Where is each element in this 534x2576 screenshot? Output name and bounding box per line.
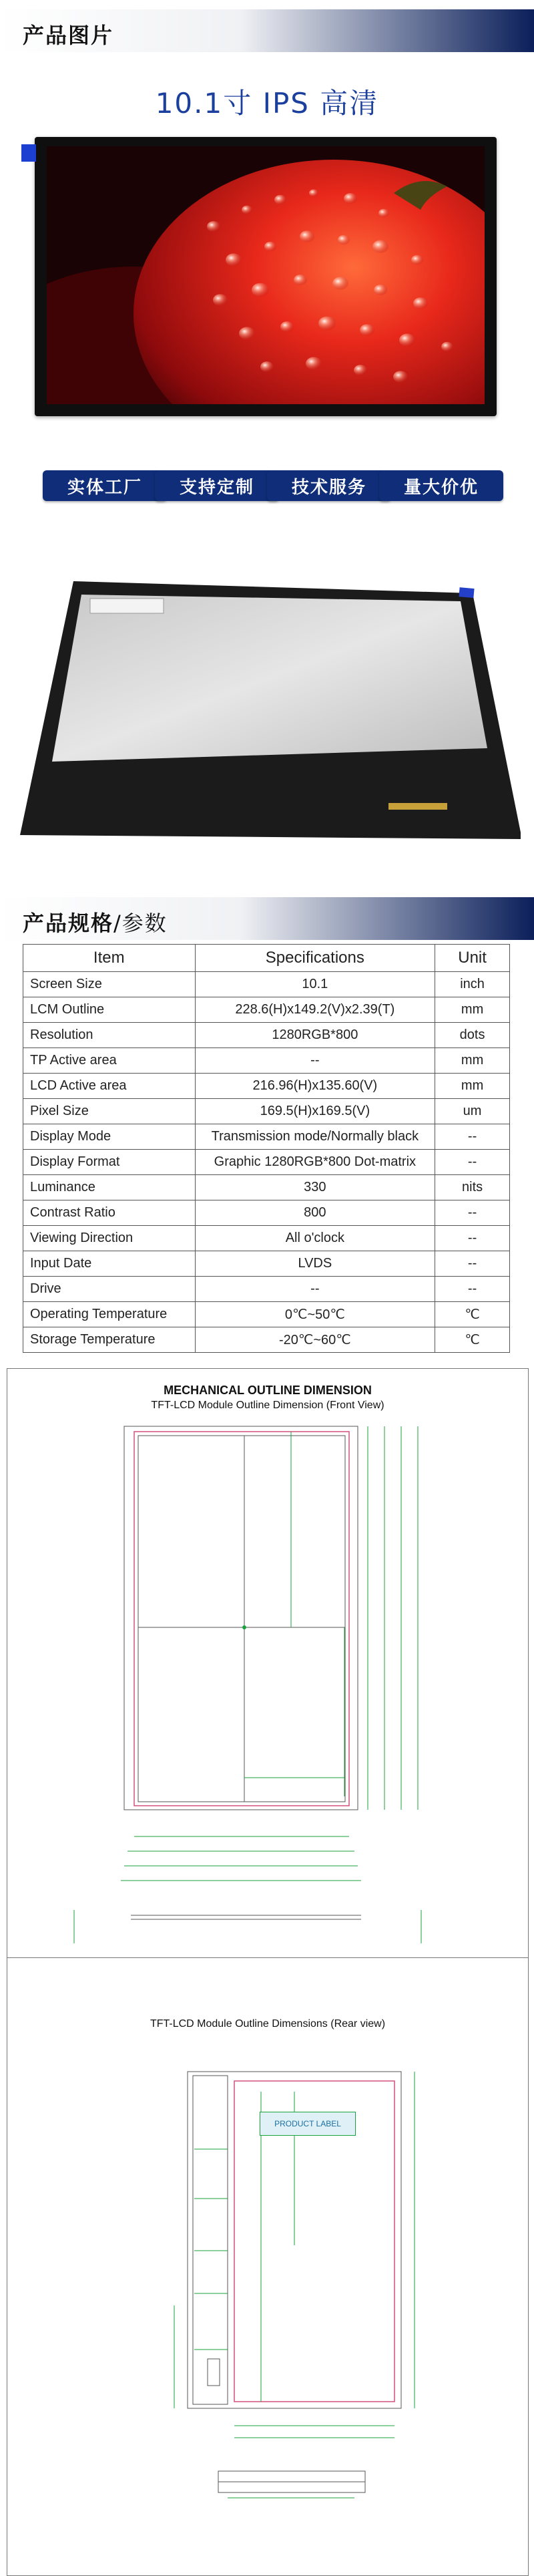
feature-pill-factory: 实体工厂 — [43, 470, 167, 501]
spec-unit-cell: nits — [435, 1175, 510, 1200]
feature-pill-price: 量大价优 — [379, 470, 503, 501]
spec-value-cell: 169.5(H)x169.5(V) — [195, 1099, 435, 1124]
drawing-rear-subheading: TFT-LCD Module Outline Dimensions (Rear view) — [150, 2018, 386, 2030]
table-row — [23, 1074, 510, 1099]
table-row — [23, 1124, 510, 1150]
table-row — [23, 1150, 510, 1175]
product-title: 10.1寸 IPS 高清 — [155, 87, 379, 120]
spec-value-cell: 10.1 — [195, 972, 435, 997]
section-header-product-images — [0, 9, 534, 52]
rear-view-drawing — [7, 1958, 528, 2575]
spec-value-cell: 0℃~50℃ — [195, 1302, 435, 1327]
spec-value-cell: 330 — [195, 1175, 435, 1200]
table-row — [23, 1099, 510, 1124]
spec-unit-cell: mm — [435, 997, 510, 1023]
lcd-screen-photo — [35, 137, 497, 416]
tomato-image — [47, 146, 485, 404]
header-unit: Unit — [435, 945, 510, 972]
table-row — [23, 1277, 510, 1302]
spec-value-cell: All o'clock — [195, 1226, 435, 1251]
header-item: Item — [23, 945, 196, 972]
spec-value-cell: -- — [195, 1277, 435, 1302]
spec-item-cell: Input Date — [23, 1251, 196, 1277]
table-row — [23, 1226, 510, 1251]
spec-item-cell: Resolution — [23, 1023, 196, 1048]
spec-item-cell: LCM Outline — [23, 997, 196, 1023]
spec-value-cell: 800 — [195, 1200, 435, 1226]
spec-unit-cell: mm — [435, 1048, 510, 1074]
section-title: 产品图片 — [23, 23, 114, 48]
spec-unit-cell: mm — [435, 1074, 510, 1099]
spec-unit-cell: inch — [435, 972, 510, 997]
mechanical-drawing-front — [7, 1368, 529, 1959]
spec-item-cell: LCD Active area — [23, 1074, 196, 1099]
protective-film-tab — [21, 144, 36, 162]
lcd-panel-angle-photo — [20, 575, 521, 848]
specs-title-main: 产品规格 — [23, 911, 114, 936]
spec-unit-cell: dots — [435, 1023, 510, 1048]
header-specifications: Specifications — [195, 945, 435, 972]
table-row — [23, 1251, 510, 1277]
spec-unit-cell: -- — [435, 1277, 510, 1302]
spec-value-cell: 1280RGB*800 — [195, 1023, 435, 1048]
table-row — [23, 1023, 510, 1048]
spec-item-cell: Contrast Ratio — [23, 1200, 196, 1226]
spec-item-cell: Drive — [23, 1277, 196, 1302]
table-row — [23, 972, 510, 997]
spec-item-cell: Viewing Direction — [23, 1226, 196, 1251]
table-row — [23, 1200, 510, 1226]
drawing-subheading: TFT-LCD Module Outline Dimension (Front View) — [151, 1400, 384, 1411]
spec-value-cell: Graphic 1280RGB*800 Dot-matrix — [195, 1150, 435, 1175]
spec-value-cell: -- — [195, 1048, 435, 1074]
table-row — [23, 1175, 510, 1200]
spec-unit-cell: um — [435, 1099, 510, 1124]
table-row — [23, 1048, 510, 1074]
section-header-specs — [0, 897, 534, 940]
section-title-specs — [23, 907, 168, 937]
spec-unit-cell: ℃ — [435, 1327, 510, 1353]
specs-title-sub: /参数 — [113, 911, 168, 936]
spec-unit-cell: -- — [435, 1226, 510, 1251]
product-label-box — [260, 2112, 356, 2136]
spec-value-cell: Transmission mode/Normally black — [195, 1124, 435, 1150]
mechanical-drawing-rear — [7, 1957, 529, 2576]
spec-unit-cell: -- — [435, 1200, 510, 1226]
spec-item-cell: Display Format — [23, 1150, 196, 1175]
spec-unit-cell: -- — [435, 1251, 510, 1277]
spec-value-cell: 228.6(H)x149.2(V)x2.39(T) — [195, 997, 435, 1023]
spec-item-cell: Pixel Size — [23, 1099, 196, 1124]
table-row — [23, 997, 510, 1023]
spec-value-cell: LVDS — [195, 1251, 435, 1277]
product-label-text: PRODUCT LABEL — [274, 2119, 341, 2128]
spec-item-cell: Operating Temperature — [23, 1302, 196, 1327]
spec-item-cell: Luminance — [23, 1175, 196, 1200]
table-row — [23, 1327, 510, 1353]
feature-pill-custom: 支持定制 — [155, 470, 279, 501]
spec-item-cell: Display Mode — [23, 1124, 196, 1150]
spec-item-cell: Storage Temperature — [23, 1327, 196, 1353]
spec-table — [23, 944, 510, 1353]
spec-table-header-row — [23, 945, 510, 972]
front-view-drawing — [7, 1369, 528, 1958]
drawing-heading: MECHANICAL OUTLINE DIMENSION — [164, 1384, 372, 1397]
spec-value-cell: 216.96(H)x135.60(V) — [195, 1074, 435, 1099]
spec-unit-cell: -- — [435, 1150, 510, 1175]
spec-item-cell: Screen Size — [23, 972, 196, 997]
spec-item-cell: TP Active area — [23, 1048, 196, 1074]
feature-pill-service: 技术服务 — [267, 470, 391, 501]
table-row — [23, 1302, 510, 1327]
spec-unit-cell: ℃ — [435, 1302, 510, 1327]
spec-unit-cell: -- — [435, 1124, 510, 1150]
spec-value-cell: -20℃~60℃ — [195, 1327, 435, 1353]
